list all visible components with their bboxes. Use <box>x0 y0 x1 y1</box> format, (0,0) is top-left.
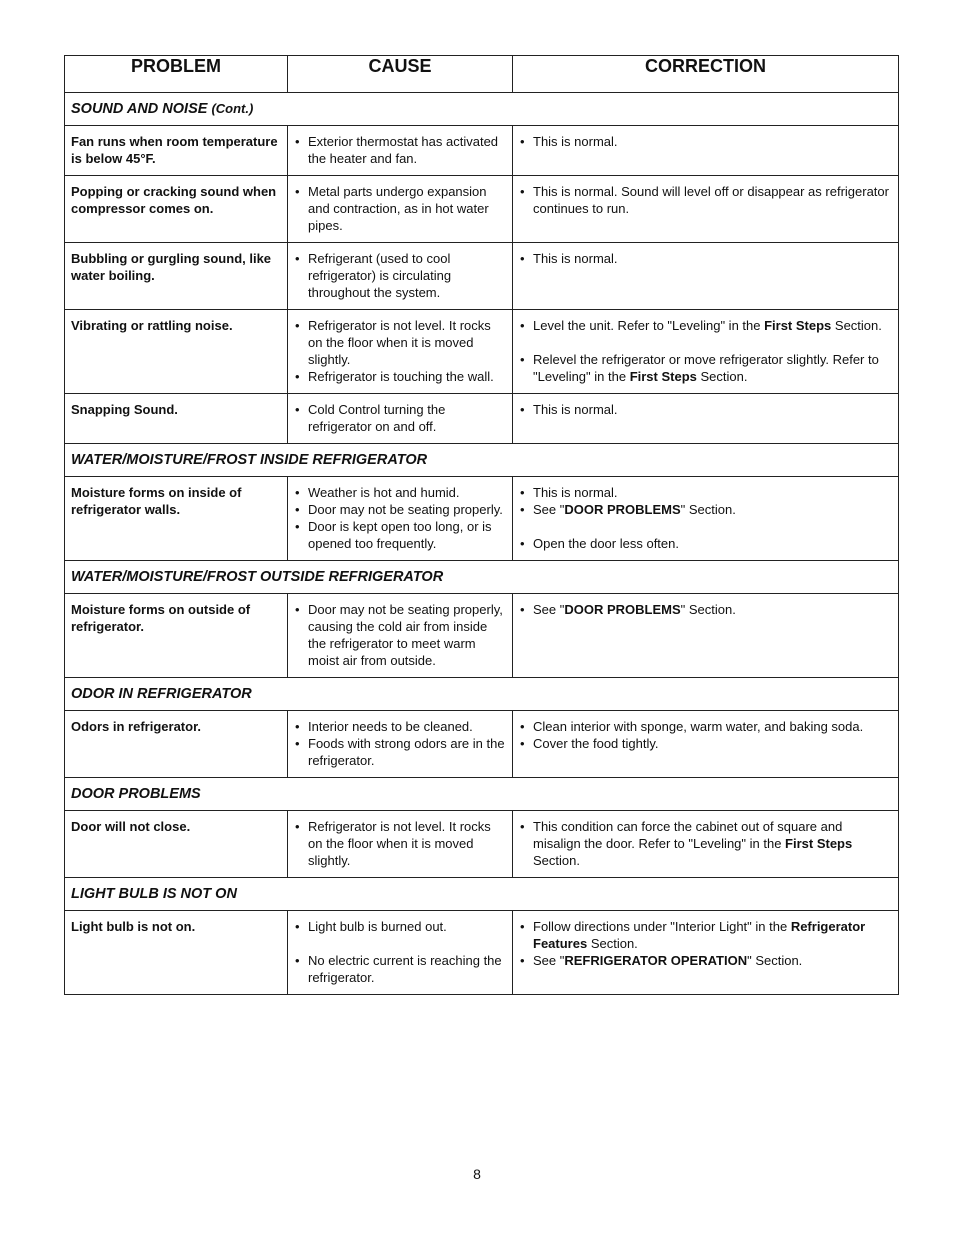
section-title-text: ODOR IN REFRIGERATOR <box>71 686 252 702</box>
correction-cell <box>513 176 899 243</box>
header-cause: CAUSE <box>288 56 513 93</box>
section-row <box>65 778 899 811</box>
cause-text: Door is kept open too long, or is opened too frequently. <box>308 519 492 551</box>
table-row <box>65 811 899 878</box>
cause-list <box>294 918 506 986</box>
cause-item <box>294 518 506 552</box>
correction-text: This is normal. <box>533 134 618 149</box>
correction-list <box>519 183 892 217</box>
table-row <box>65 176 899 243</box>
correction-item <box>519 401 892 418</box>
problem-cell: Fan runs when room temperature is below 45°F. <box>65 126 288 176</box>
cause-text: Metal parts undergo expansion and contraction, as in hot water pipes. <box>308 184 489 233</box>
problem-cell: Moisture forms on inside of refrigerator walls. <box>65 477 288 561</box>
correction-item <box>519 601 892 618</box>
section-row <box>65 561 899 594</box>
table-row <box>65 911 899 995</box>
section-title <box>65 678 899 711</box>
page-number: 8 <box>473 1166 481 1182</box>
cause-item <box>294 401 506 435</box>
correction-item <box>519 317 892 334</box>
correction-text: Relevel the refrigerator or move refrigerator slightly. Refer to "Leveling" in the <box>533 352 879 384</box>
cause-text: Refrigerator is touching the wall. <box>308 369 494 384</box>
correction-cell <box>513 477 899 561</box>
correction-list <box>519 484 892 552</box>
correction-text-after: " Section. <box>747 953 803 968</box>
correction-item <box>519 133 892 150</box>
problem-cell: Vibrating or rattling noise. <box>65 310 288 394</box>
correction-cell <box>513 811 899 878</box>
section-title <box>65 778 899 811</box>
cause-cell <box>288 126 513 176</box>
correction-emphasis: DOOR PROBLEMS <box>564 502 681 517</box>
cause-cell <box>288 477 513 561</box>
table-row <box>65 711 899 778</box>
cause-text: Refrigerant (used to cool refrigerator) is circulating throughout the system. <box>308 251 452 300</box>
header-correction: CORRECTION <box>513 56 899 93</box>
cause-list <box>294 183 506 234</box>
cause-cell <box>288 176 513 243</box>
correction-list <box>519 918 892 969</box>
cause-list <box>294 818 506 869</box>
header-row <box>65 56 899 93</box>
correction-item <box>519 183 892 217</box>
cause-text: Refrigerator is not level. It rocks on the floor when it is moved slightly. <box>308 819 491 868</box>
cause-text: Interior needs to be cleaned. <box>308 719 473 734</box>
cause-list <box>294 133 506 167</box>
cause-item <box>294 818 506 869</box>
correction-list <box>519 133 892 150</box>
section-row <box>65 93 899 126</box>
section-title <box>65 93 899 126</box>
problem-cell: Moisture forms on outside of refrigerator. <box>65 594 288 678</box>
correction-emphasis: REFRIGERATOR OPERATION <box>564 953 748 968</box>
cause-item <box>294 250 506 301</box>
problem-cell: Odors in refrigerator. <box>65 711 288 778</box>
problem-cell: Door will not close. <box>65 811 288 878</box>
cause-item <box>294 718 506 735</box>
section-title <box>65 878 899 911</box>
correction-emphasis: First Steps <box>785 836 853 851</box>
correction-text: See " <box>533 953 565 968</box>
correction-item <box>519 952 892 969</box>
problem-cell: Bubbling or gurgling sound, like water boiling. <box>65 243 288 310</box>
section-title-text: WATER/MOISTURE/FROST OUTSIDE REFRIGERATOR <box>71 569 444 585</box>
correction-cell <box>513 243 899 310</box>
section-row <box>65 678 899 711</box>
correction-text: See " <box>533 602 565 617</box>
correction-item <box>519 501 892 518</box>
correction-text: Level the unit. Refer to "Leveling" in the <box>533 318 765 333</box>
cause-item <box>294 368 506 385</box>
correction-list <box>519 601 892 618</box>
correction-text: This is normal. <box>533 251 618 266</box>
cause-list <box>294 317 506 385</box>
cause-item <box>294 317 506 368</box>
section-row <box>65 878 899 911</box>
cause-list <box>294 484 506 552</box>
cause-list <box>294 250 506 301</box>
correction-text-after: Section. <box>831 318 882 333</box>
table-row <box>65 126 899 176</box>
header-problem: PROBLEM <box>65 56 288 93</box>
cause-text: Foods with strong odors are in the refrigerator. <box>308 736 505 768</box>
correction-text: Clean interior with sponge, warm water, and baking soda. <box>533 719 864 734</box>
correction-cell <box>513 394 899 444</box>
cause-item <box>294 501 506 518</box>
cause-item <box>294 133 506 167</box>
correction-list <box>519 250 892 267</box>
correction-list <box>519 718 892 752</box>
table-row <box>65 394 899 444</box>
troubleshooting-table <box>64 55 899 995</box>
correction-item <box>519 351 892 385</box>
cause-cell <box>288 243 513 310</box>
correction-text: This is normal. Sound will level off or disappear as refrigerator continues to run. <box>533 184 889 216</box>
correction-text: See " <box>533 502 565 517</box>
correction-cell <box>513 711 899 778</box>
cause-text: Door may not be seating properly, causing the cold air from inside the refrigerator to meet warm moist air from outside. <box>308 602 503 668</box>
table-row <box>65 243 899 310</box>
section-title-text: SOUND AND NOISE <box>71 101 208 117</box>
correction-emphasis: DOOR PROBLEMS <box>564 602 681 617</box>
cause-text: Cold Control turning the refrigerator on and off. <box>308 402 446 434</box>
table-row <box>65 594 899 678</box>
cause-text: Refrigerator is not level. It rocks on the floor when it is moved slightly. <box>308 318 491 367</box>
table-body <box>65 93 899 995</box>
cause-text: Light bulb is burned out. <box>308 919 447 934</box>
correction-item <box>519 535 892 552</box>
correction-list <box>519 818 892 869</box>
correction-emphasis: First Steps <box>764 318 832 333</box>
cause-cell <box>288 711 513 778</box>
cause-list <box>294 401 506 435</box>
cause-list <box>294 718 506 769</box>
section-title-text: DOOR PROBLEMS <box>71 786 201 802</box>
cause-item <box>294 918 506 935</box>
cause-text: Weather is hot and humid. <box>308 485 460 500</box>
table-row <box>65 477 899 561</box>
cause-cell <box>288 394 513 444</box>
cause-item <box>294 952 506 986</box>
cause-list <box>294 601 506 669</box>
correction-text: Cover the food tightly. <box>533 736 659 751</box>
section-title-suffix: (Cont.) <box>211 101 254 116</box>
correction-text-after: Section. <box>587 936 638 951</box>
section-title-text: WATER/MOISTURE/FROST INSIDE REFRIGERATOR <box>71 452 428 468</box>
correction-item <box>519 918 892 952</box>
correction-item <box>519 250 892 267</box>
cause-text: Exterior thermostat has activated the heater and fan. <box>308 134 499 166</box>
section-row <box>65 444 899 477</box>
correction-item <box>519 718 892 735</box>
correction-text: This is normal. <box>533 485 618 500</box>
cause-item <box>294 735 506 769</box>
correction-text-after: " Section. <box>680 602 736 617</box>
correction-text: Open the door less often. <box>533 536 679 551</box>
correction-text-after: Section. <box>696 369 748 384</box>
cause-item <box>294 601 506 669</box>
correction-item <box>519 735 892 752</box>
correction-cell <box>513 911 899 995</box>
correction-list <box>519 401 892 418</box>
correction-cell <box>513 310 899 394</box>
problem-cell: Popping or cracking sound when compressor comes on. <box>65 176 288 243</box>
correction-list <box>519 317 892 385</box>
section-title-text: LIGHT BULB IS NOT ON <box>71 886 237 902</box>
correction-emphasis: First Steps <box>629 369 697 384</box>
cause-cell <box>288 594 513 678</box>
correction-text: This is normal. <box>533 402 618 417</box>
problem-cell: Snapping Sound. <box>65 394 288 444</box>
correction-text: This condition can force the cabinet out of square and misalign the door. Refer to "Leveling" in the <box>533 819 843 851</box>
section-title <box>65 561 899 594</box>
correction-item <box>519 484 892 501</box>
correction-cell <box>513 594 899 678</box>
correction-item <box>519 818 892 869</box>
cause-cell <box>288 911 513 995</box>
cause-text: No electric current is reaching the refrigerator. <box>308 953 502 985</box>
correction-text: Follow directions under "Interior Light" in the <box>533 919 791 934</box>
correction-cell <box>513 126 899 176</box>
cause-cell <box>288 310 513 394</box>
correction-text-after: Section. <box>533 853 580 868</box>
cause-text: Door may not be seating properly. <box>308 502 503 517</box>
correction-text-after: " Section. <box>680 502 736 517</box>
table-row <box>65 310 899 394</box>
section-title <box>65 444 899 477</box>
correction-emphasis: Refrigerator Features <box>533 919 866 951</box>
cause-item <box>294 484 506 501</box>
cause-item <box>294 183 506 234</box>
cause-cell <box>288 811 513 878</box>
problem-cell: Light bulb is not on. <box>65 911 288 995</box>
